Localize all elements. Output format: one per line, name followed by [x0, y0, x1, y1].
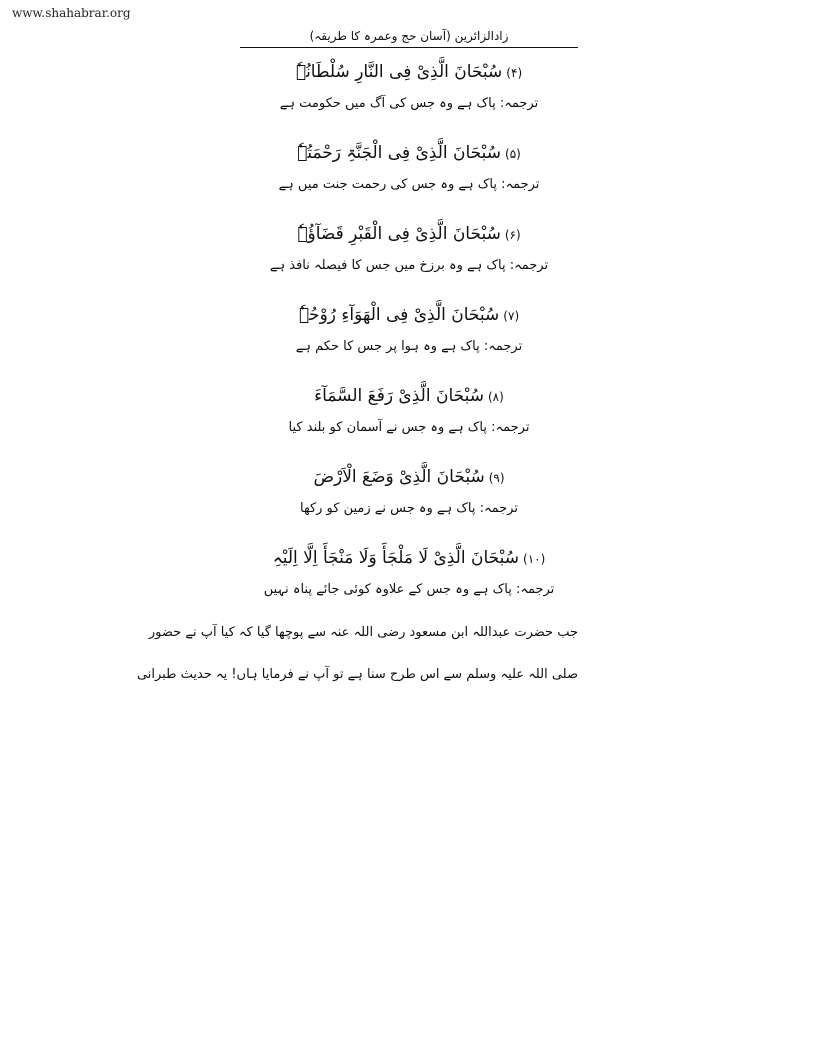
- tasbih-entry-10: [240, 544, 578, 620]
- arabic-text: [240, 544, 578, 572]
- entry-number: (۸): [487, 390, 504, 404]
- arabic-phrase: سُبْحَانَ الَّذِیْ لَا مَلْجَأَ وَلَا مَنْجَأَ اِلَّا اِلَیْہِ: [272, 548, 519, 568]
- book-page: [136, 26, 578, 706]
- tasbih-entry-8: [240, 382, 578, 463]
- arabic-text: [240, 58, 578, 86]
- urdu-translation: ترجمہ: پاک ہے وہ جس نے زمین کو رکھا: [300, 501, 518, 516]
- arabic-text: [240, 463, 578, 491]
- urdu-translation: ترجمہ: پاک ہے وہ جس کی آگ میں حکومت ہے: [279, 96, 539, 111]
- entry-number: (۹): [488, 471, 505, 485]
- entry-number: (۴): [506, 66, 523, 80]
- urdu-translation: ترجمہ: پاک ہے وہ برزخ میں جس کا فیصلہ نافذ ہے: [269, 258, 549, 273]
- tasbih-entry-6: [240, 220, 578, 301]
- urdu-translation: ترجمہ: پاک ہے وہ جس نے آسمان کو بلند کیا: [288, 420, 530, 435]
- arabic-text: [240, 139, 578, 167]
- site-url: www.shahabrar.org: [12, 6, 131, 20]
- arabic-phrase: سُبْحَانَ الَّذِیْ فِی الْقَبْرِ قَضَآؤُہٗ: [297, 224, 501, 244]
- entry-number: (۵): [505, 147, 521, 161]
- closing-paragraph: [136, 622, 578, 686]
- arabic-phrase: سُبْحَانَ الَّذِیْ فِی الْھَوَآءِ رُوْحُہٗ: [298, 305, 500, 325]
- closing-line-1: جب حضرت عبداللہ ابن مسعود رضی اللہ عنہ سے پوچھا گیا کہ کیا آپ نے حضور: [148, 625, 578, 640]
- arabic-phrase: سُبْحَانَ الَّذِیْ وَضَعَ الْاَرْضَ: [313, 467, 485, 487]
- entry-number: (۶): [504, 228, 521, 242]
- closing-line-2: صلی اللہ علیہ وسلم سے اس طرح سنا ہے تو آپ نے فرمایا ہاں! یہ حدیث طبرانی: [136, 667, 578, 682]
- arabic-text: [240, 220, 578, 248]
- tasbih-entry-7: [240, 301, 578, 382]
- tasbih-list: [240, 58, 578, 620]
- running-header: زادالزائرین (آسان حج وعمرہ کا طریقہ): [309, 29, 509, 43]
- arabic-text: [240, 382, 578, 410]
- urdu-translation: ترجمہ: پاک ہے وہ جس کے علاوہ کوئی جائے پناہ نہیں: [263, 582, 555, 597]
- header-rule: [240, 47, 578, 48]
- arabic-text: [240, 301, 578, 329]
- arabic-phrase: سُبْحَانَ الَّذِیْ فِی النَّارِ سُلْطَانُہٗ: [295, 62, 503, 82]
- tasbih-entry-4: [240, 58, 578, 139]
- tasbih-entry-5: [240, 139, 578, 220]
- arabic-phrase: سُبْحَانَ الَّذِیْ فِی الْجَنَّۃِ رَحْمَتُہٗ: [297, 143, 502, 163]
- urdu-translation: ترجمہ: پاک ہے وہ ہوا پر جس کا حکم ہے: [295, 339, 523, 354]
- tasbih-entry-9: [240, 463, 578, 544]
- entry-number: (۷): [503, 309, 520, 323]
- arabic-phrase: سُبْحَانَ الَّذِیْ رَفَعَ السَّمَآءَ: [314, 386, 484, 406]
- urdu-translation: ترجمہ: پاک ہے وہ جس کی رحمت جنت میں ہے: [278, 177, 540, 192]
- entry-number: (۱۰): [523, 552, 546, 566]
